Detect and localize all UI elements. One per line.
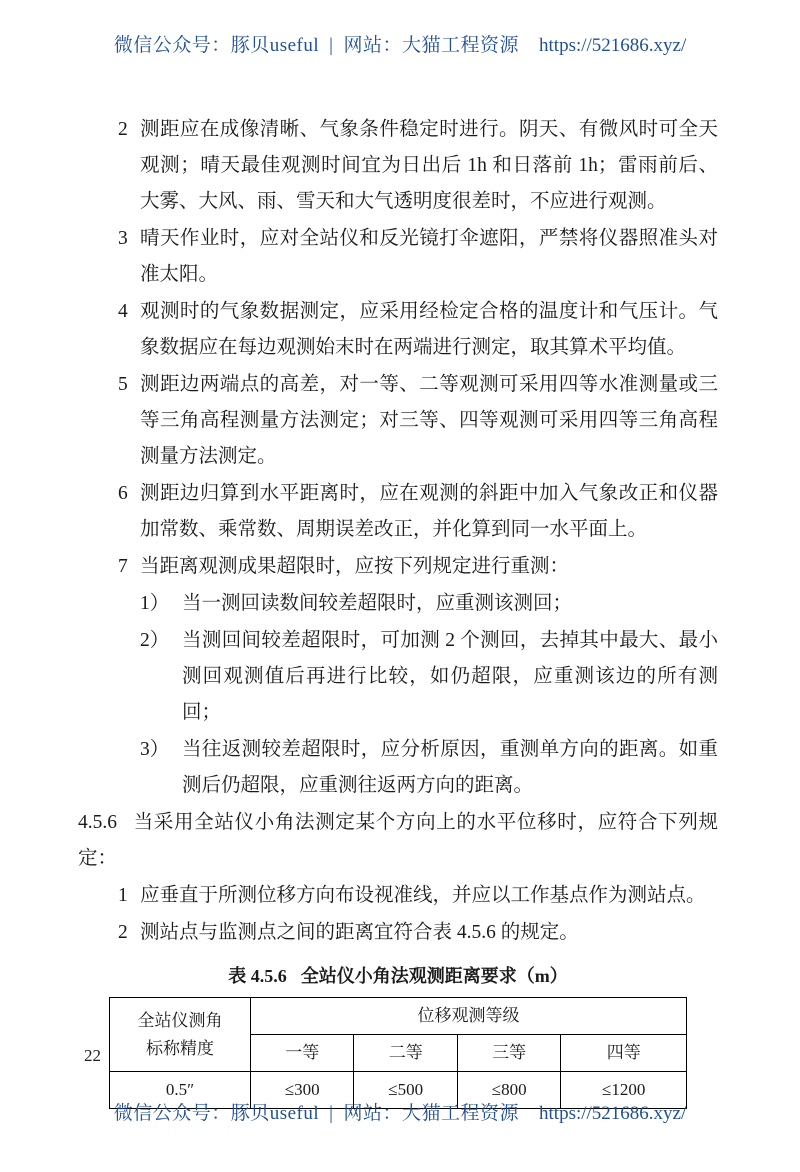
table-header-grade: 四等 (561, 1035, 687, 1072)
list-item-text: 测距边两端点的高差，对一等、二等观测可采用四等水准测量或三等三角高程测量方法测定；对三等、四等观测可采用四等三角高程测量方法测定。 (140, 374, 718, 467)
list-item-number: 2 (118, 119, 128, 140)
table-caption-title: 全站仪小角法观测距离要求 (300, 966, 517, 986)
table-cell-value: ≤500 (354, 1072, 457, 1109)
list-item (78, 915, 718, 951)
list-item (78, 476, 718, 548)
list-item-text: 测站点与监测点之间的距离宜符合表 4.5.6 的规定。 (140, 922, 579, 943)
sub-list-item-number: 1） (140, 593, 170, 614)
watermark-separator: | (329, 1103, 334, 1124)
table-header-grade: 一等 (251, 1035, 354, 1072)
watermark-site-label: 网站： (343, 35, 402, 56)
table-caption (78, 961, 718, 991)
list-item-number: 6 (118, 483, 128, 504)
clause-paragraph (78, 805, 718, 877)
header-line-1: 全站仪测角 (137, 1010, 223, 1030)
watermark-wechat-label: 微信公众号： (113, 35, 231, 56)
list-item-number: 3 (118, 228, 128, 249)
list-item (78, 221, 718, 293)
sub-list-item-text: 当测回间较差超限时，可加测 2 个测回，去掉其中最大、最小测回观测值后再进行比较，如仍超限，应重测该边的所有测回； (182, 630, 718, 723)
list-item-text: 应垂直于所测位移方向布设视准线，并应以工作基点作为测站点。 (140, 885, 706, 906)
watermark-wechat-value: 豚贝useful (230, 1103, 320, 1124)
list-item-text: 当距离观测成果超限时，应按下列规定进行重测： (140, 556, 570, 577)
page-content (78, 112, 718, 1109)
table-row-label: 0.5″ (110, 1072, 251, 1109)
clause-text: 当采用全站仪小角法测定某个方向上的水平位移时，应符合下列规定： (78, 812, 718, 869)
sub-list-item-text: 当一测回读数间较差超限时，应重测该测回； (182, 593, 573, 614)
list-item-number: 2 (118, 922, 128, 943)
list-item (78, 549, 718, 585)
list-item (78, 112, 718, 220)
sub-list-item-number: 3） (140, 739, 170, 760)
watermark-site-value: 大猫工程资源 (402, 35, 520, 56)
watermark-footer-inner (114, 1098, 687, 1125)
header-line-2: 标称精度 (146, 1038, 214, 1058)
list-item-text: 晴天作业时，应对全站仪和反光镜打伞遮阳，严禁将仪器照准头对准太阳。 (140, 228, 718, 285)
page-number: 22 (84, 1046, 101, 1065)
watermark-separator: | (329, 35, 334, 56)
list-item-text: 测距边归算到水平距离时，应在观测的斜距中加入气象改正和仪器加常数、乘常数、周期误差改正，并化算到同一水平面上。 (140, 483, 718, 540)
watermark-wechat-value: 豚贝useful (230, 35, 320, 56)
list-item-number: 7 (118, 556, 128, 577)
list-item-text: 测距应在成像清晰、气象条件稳定时进行。阴天、有微风时可全天观测；晴天最佳观测时间宜为日出后 1h 和日落前 1h；雷雨前后、大雾、大风、雨、雪天和大气透明度很差时，不应进行观测。 (140, 119, 718, 212)
table-header-grade: 三等 (457, 1035, 560, 1072)
sub-list-item (78, 586, 718, 622)
requirements-table (109, 997, 687, 1109)
table-header-grade: 二等 (354, 1035, 457, 1072)
clause-number: 4.5.6 (78, 812, 117, 833)
sub-list-item-text: 当往返测较差超限时，应分析原因，重测单方向的距离。如重测后仍超限，应重测往返两方向的距离。 (182, 739, 718, 796)
list-item-number: 5 (118, 374, 128, 395)
sub-list-item (78, 623, 718, 731)
watermark-header (0, 30, 800, 57)
watermark-header-inner (114, 30, 687, 57)
list-item (78, 294, 718, 366)
watermark-site-value: 大猫工程资源 (402, 1103, 520, 1124)
watermark-url: https://521686.xyz/ (539, 1103, 687, 1124)
watermark-wechat-label: 微信公众号： (113, 1103, 231, 1124)
list-item-number: 4 (118, 301, 128, 322)
table-cell-value: ≤800 (457, 1072, 560, 1109)
watermark-url: https://521686.xyz/ (539, 35, 687, 56)
table-header-instrument-accuracy (110, 998, 251, 1072)
sub-list-item (78, 732, 718, 804)
table-cell-value: ≤1200 (561, 1072, 687, 1109)
list-item-number: 1 (118, 885, 128, 906)
sub-list-item-number: 2） (140, 630, 170, 651)
table-caption-number: 表 4.5.6 (228, 966, 287, 986)
table-cell-value: ≤300 (251, 1072, 354, 1109)
watermark-site-label: 网站： (343, 1103, 402, 1124)
list-item-text: 观测时的气象数据测定，应采用经检定合格的温度计和气压计。气象数据应在每边观测始末时在两端进行测定，取其算术平均值。 (140, 301, 718, 358)
list-item (78, 878, 718, 914)
table-caption-unit: （m） (516, 966, 568, 986)
watermark-footer (0, 1098, 800, 1125)
list-item (78, 367, 718, 475)
table-row (110, 998, 687, 1035)
table-header-group: 位移观测等级 (251, 998, 687, 1035)
